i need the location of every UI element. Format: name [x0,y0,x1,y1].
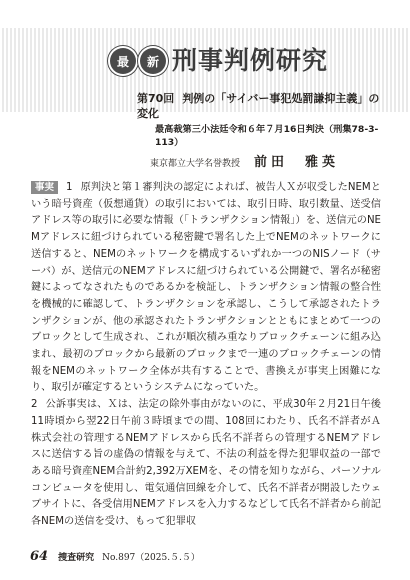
paragraph-1 [31,180,381,397]
paragraph-2 [31,397,381,531]
article-title-text: 判例の「サイバー事犯処罰謙抑主義」の変化 [137,92,380,120]
series-title: 刑事判例研究 [172,46,329,75]
article-number: 第70回 [137,92,175,105]
badge-sai: 最 [110,48,136,74]
case-reference: 最高裁第三小法廷令和６年７月16日判決（刑集78-3-113） [155,124,379,148]
author-affiliation: 東京都立大学名誉教授 [150,159,241,169]
issue-info: No.897（2025.５.５） [102,553,200,563]
paragraph-number-1: 1 [66,182,73,193]
page-number: 64 [30,549,49,564]
author-name: 前田 雅英 [254,155,340,170]
section-tag-facts: 事実 [31,181,58,194]
article-body [31,180,381,531]
article-title [137,91,387,121]
journal-name: 捜査研究 [58,553,95,563]
page-footer [30,545,200,564]
author-line [150,151,339,170]
badge-shin: 新 [140,48,166,74]
paragraph-1-text: 原判決と第１審判決の認定によれば、被告人Ｘが収受したNEMという暗号資産（仮想通貨）の取引においては、取引日時、取引数量、送受信アドレス等の取引に必要な情報（「トランザクション情報」）を、送信元のNEMアドレスに紐づけられている秘密鍵で署名した上でNEMのネットワークに送信すると、NEMのネットワークを構成するいずれか一つのNISノード（サーバ）が、送信元のNEMアドレスに紐づけられている公開鍵で、署名が秘密鍵によってなされたものであるかを検証し、トランザクション情報の整合性を機械的に確認して、トランザクションを承認し、こうして承認されたトランザクションが、他の承認されたトランザクションとともにまとめて一つのブロックとして生成され、これが順次積み重なりブロックチェーンに組み込まれ、最初のブロックから最新のブロックまで一連のブロックチェーンの情報をNEMのネットワーク全体が共有することで、書換えが事実上困難になり、取引が確定するというシステムになっていた。 [31,182,381,394]
paragraph-number-2: 2 [31,399,38,411]
paragraph-2-text: 公訴事実は、Ｘは、法定の除外事由がないのに、平成30年２月21日午後11時頃から翌22日午前３時頃までの間、108回にわたり、氏名不詳者がＡ株式会社の管理するNEMアドレスから氏名不詳者らの管理するNEMアドレスに送信する旨の虚偽の情報を与えて、不法の利益を得た犯罪収益の一部である暗号資産NEM合計約2,392万XEMを、その情を知りながら、パーソナルコンピュータを使用し、電気通信回線を介して、氏名不詳者が開設したウェブサイトに、各受信用NEMアドレスを入力するなどして氏名不詳者から前記各NEMの送信を受け、もって犯罪収 [31,399,381,528]
